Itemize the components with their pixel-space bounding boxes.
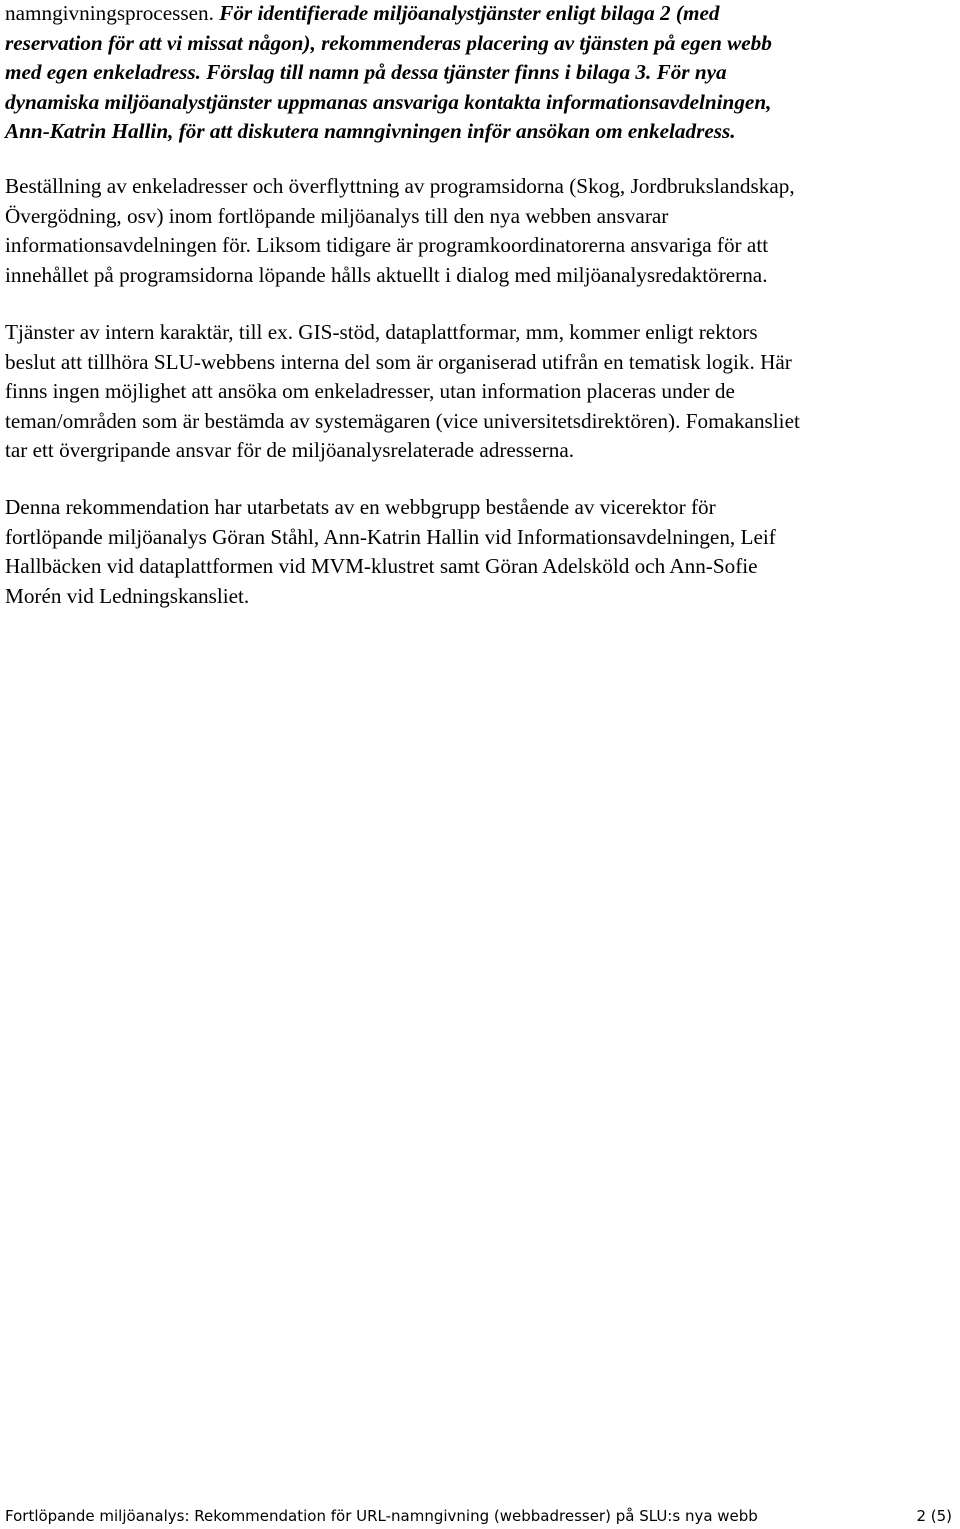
text-line: Ann-Katrin Hallin, för att diskutera namngivningen inför ansökan om enkeladress.	[5, 119, 736, 143]
paragraph-ordering-addresses	[5, 172, 960, 290]
paragraph-authors	[5, 493, 960, 611]
text-line: med egen enkeladress. Förslag till namn på dessa tjänster finns i bilaga 3. För nya	[5, 60, 727, 84]
text-line: beslut att tillhöra SLU-webbens interna del som är organiserad utifrån en tematisk logik. Här	[5, 349, 792, 374]
text-line: innehållet på programsidorna löpande hålls aktuellt i dialog med miljöanalysredaktörerna.	[5, 262, 768, 287]
text-line: Denna rekommendation har utarbetats av en webbgrupp bestående av vicerektor för	[5, 495, 716, 519]
page-number: 2 (5)	[916, 1507, 952, 1525]
text-line: Övergödning, osv) inom fortlöpande miljöanalys till den nya webben ansvarar	[5, 203, 669, 228]
text-line	[5, 0, 960, 29]
plain-text: namngivningsprocessen.	[5, 1, 220, 25]
emphasized-text: För identifierade miljöanalystjänster enligt bilaga 2 (med	[219, 1, 720, 25]
text-line: dynamiska miljöanalystjänster uppmanas ansvariga kontakta informationsavdelningen,	[5, 89, 772, 114]
text-line: tar ett övergripande ansvar för de miljöanalysrelaterade adresserna.	[5, 438, 575, 462]
text-line: Hallbäcken vid dataplattformen vid MVM-klustret samt Göran Adelsköld och Ann-Sofie	[5, 554, 758, 578]
text-line: Beställning av enkeladresser och överflyttning av programsidorna (Skog, Jordbrukslandskap,	[5, 174, 795, 198]
text-line: Tjänster av intern karaktär, till ex. GIS-stöd, dataplattformar, mm, kommer enligt rektors	[5, 320, 758, 344]
text-line: teman/områden som är bestämda av systemägaren (vice universitetsdirektören). Fomakansliet	[5, 408, 800, 433]
text-line: informationsavdelningen för. Liksom tidigare är programkoordinatorerna ansvariga för att	[5, 233, 769, 257]
paragraph-internal-services	[5, 318, 960, 466]
text-line: reservation för att vi missat någon), rekommenderas placering av tjänsten på egen webb	[5, 30, 772, 55]
text-line: fortlöpande miljöanalys Göran Ståhl, Ann-Katrin Hallin vid Informationsavdelningen, Leif	[5, 524, 776, 549]
paragraph-naming-recommendation	[5, 0, 960, 147]
text-line: finns ingen möjlighet att ansöka om enkeladresser, utan information placeras under de	[5, 379, 735, 403]
text-line: Morén vid Ledningskansliet.	[5, 583, 250, 608]
page-footer	[5, 1505, 952, 1527]
footer-title: Fortlöpande miljöanalys: Rekommendation för URL-namngivning (webbadresser) på SLU:s nya webb	[5, 1507, 758, 1525]
